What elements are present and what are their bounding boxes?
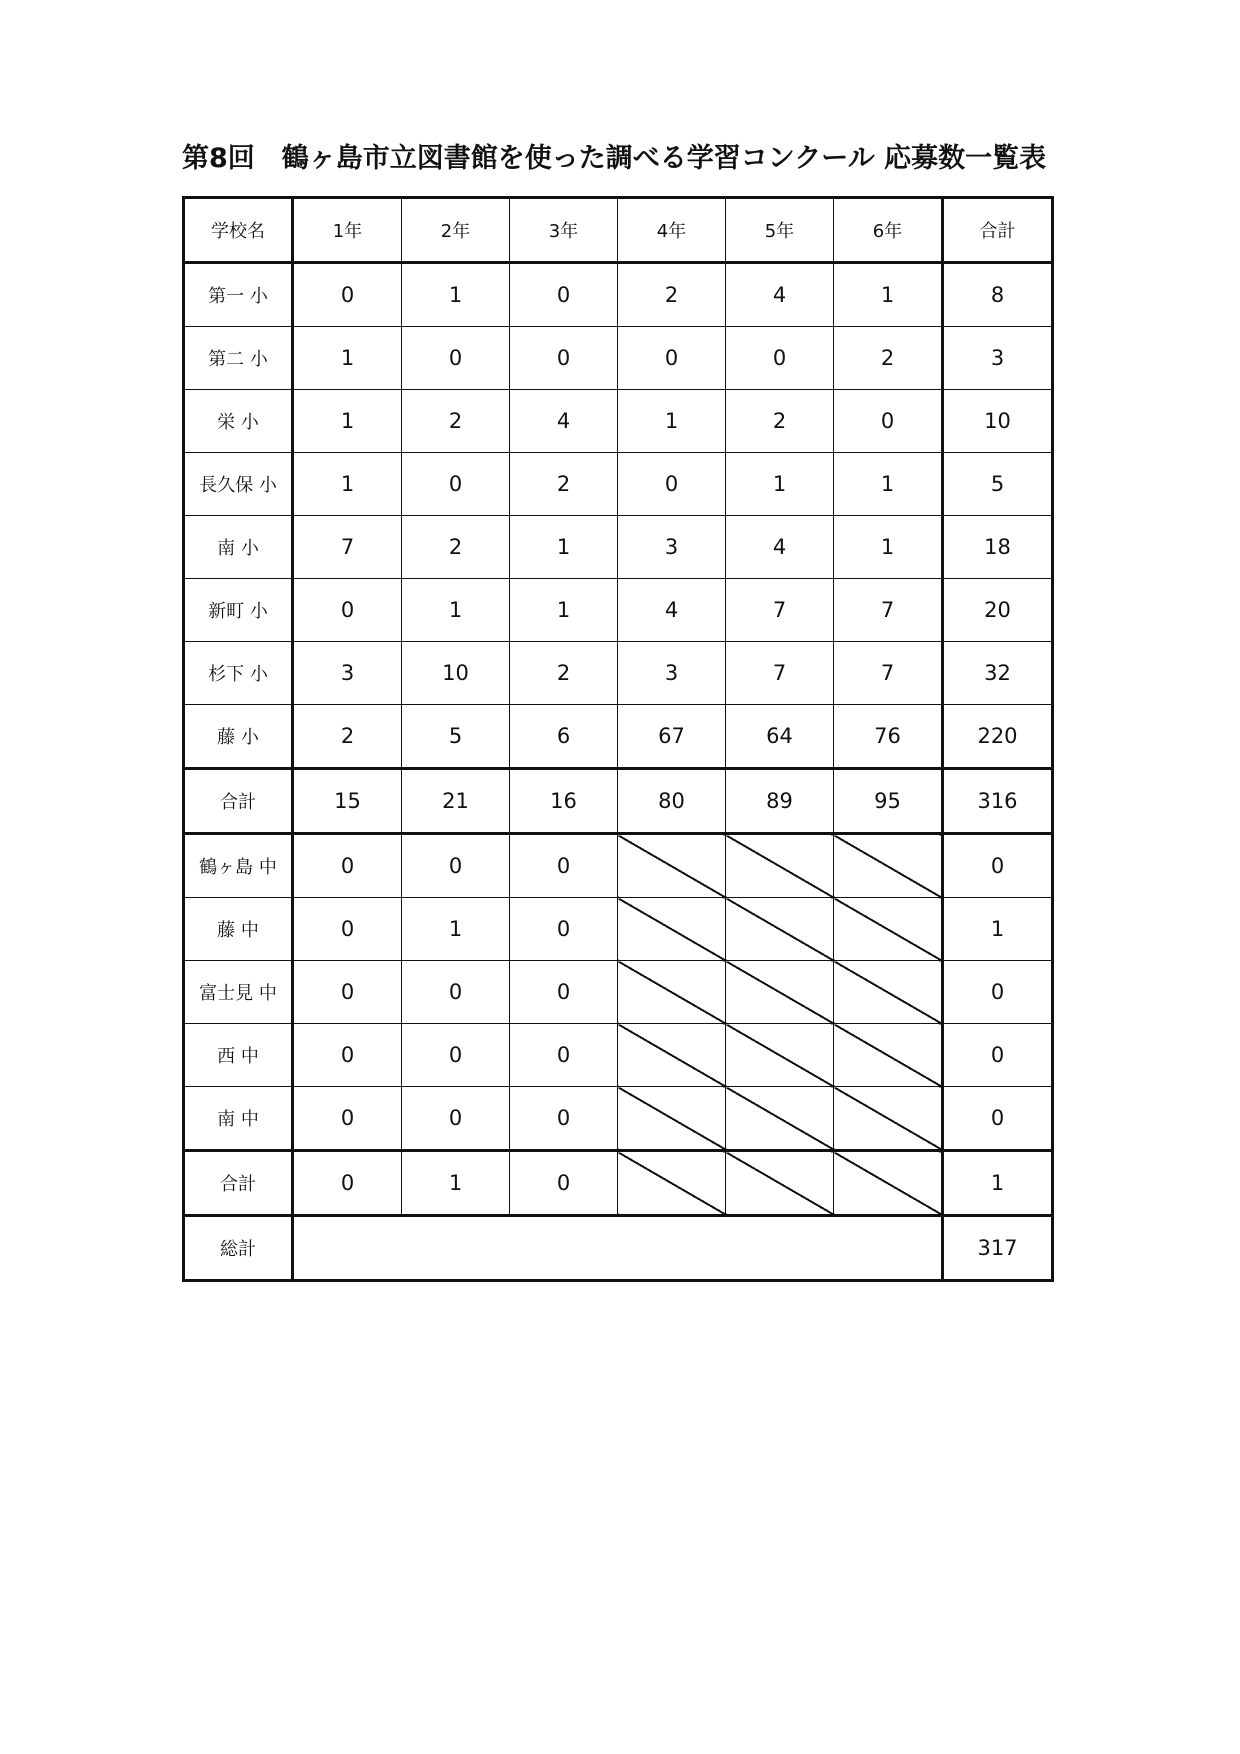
entries-table [182, 196, 1054, 1282]
count-cell: 0 [293, 263, 402, 327]
table-row [184, 327, 1053, 390]
grand-total-label: 総計 [184, 1216, 293, 1281]
count-cell: 89 [726, 769, 834, 834]
row-total-cell: 32 [943, 642, 1053, 705]
count-cell: 1 [402, 263, 510, 327]
count-cell: 3 [618, 642, 726, 705]
count-cell: 76 [834, 705, 943, 769]
row-total-cell: 0 [943, 961, 1053, 1024]
count-cell: 0 [402, 1024, 510, 1087]
school-name-cell: 合計 [184, 1151, 293, 1216]
table-row [184, 1151, 1053, 1216]
count-cell: 0 [510, 1087, 618, 1151]
school-name-cell: 杉下 小 [184, 642, 293, 705]
count-cell: 0 [402, 327, 510, 390]
count-cell: 6 [510, 705, 618, 769]
count-cell: 2 [834, 327, 943, 390]
count-cell: 0 [510, 327, 618, 390]
school-name-cell: 南 中 [184, 1087, 293, 1151]
school-name-cell: 藤 中 [184, 898, 293, 961]
count-cell: 2 [510, 453, 618, 516]
not-applicable-cell [726, 1024, 834, 1087]
row-total-cell: 0 [943, 834, 1053, 898]
table-row [184, 579, 1053, 642]
column-header: 合計 [943, 198, 1053, 263]
count-cell: 0 [293, 1087, 402, 1151]
row-total-cell: 0 [943, 1024, 1053, 1087]
count-cell: 4 [510, 390, 618, 453]
not-applicable-cell [726, 1151, 834, 1216]
count-cell: 2 [402, 516, 510, 579]
count-cell: 16 [510, 769, 618, 834]
not-applicable-cell [726, 961, 834, 1024]
table-row [184, 1024, 1053, 1087]
count-cell: 15 [293, 769, 402, 834]
column-header: 1年 [293, 198, 402, 263]
column-header: 6年 [834, 198, 943, 263]
count-cell: 0 [510, 961, 618, 1024]
column-header: 4年 [618, 198, 726, 263]
count-cell: 2 [402, 390, 510, 453]
school-name-cell: 藤 小 [184, 705, 293, 769]
count-cell: 7 [834, 579, 943, 642]
count-cell: 10 [402, 642, 510, 705]
count-cell: 0 [618, 453, 726, 516]
not-applicable-cell [618, 1087, 726, 1151]
row-total-cell: 18 [943, 516, 1053, 579]
column-header: 3年 [510, 198, 618, 263]
count-cell: 0 [293, 1151, 402, 1216]
row-total-cell: 0 [943, 1087, 1053, 1151]
school-name-cell: 長久保 小 [184, 453, 293, 516]
table-row [184, 516, 1053, 579]
table-row [184, 705, 1053, 769]
count-cell: 67 [618, 705, 726, 769]
table-row [184, 1087, 1053, 1151]
not-applicable-cell [834, 1087, 943, 1151]
table-row [184, 898, 1053, 961]
count-cell: 1 [402, 1151, 510, 1216]
grand-total-row [184, 1216, 1053, 1281]
not-applicable-cell [618, 898, 726, 961]
count-cell: 0 [402, 961, 510, 1024]
school-name-cell: 第一 小 [184, 263, 293, 327]
count-cell: 7 [293, 516, 402, 579]
row-total-cell: 20 [943, 579, 1053, 642]
count-cell: 1 [510, 579, 618, 642]
school-name-cell: 栄 小 [184, 390, 293, 453]
count-cell: 1 [293, 453, 402, 516]
row-total-cell: 1 [943, 898, 1053, 961]
count-cell: 0 [834, 390, 943, 453]
count-cell: 80 [618, 769, 726, 834]
count-cell: 0 [293, 898, 402, 961]
page-title: 第8回 鶴ヶ島市立図書館を使った調べる学習コンクール 応募数一覧表 [182, 143, 1047, 174]
table-row [184, 769, 1053, 834]
column-header: 学校名 [184, 198, 293, 263]
count-cell: 1 [510, 516, 618, 579]
not-applicable-cell [834, 1024, 943, 1087]
not-applicable-cell [726, 1087, 834, 1151]
count-cell: 7 [834, 642, 943, 705]
row-total-cell: 316 [943, 769, 1053, 834]
table-row [184, 834, 1053, 898]
table-row [184, 453, 1053, 516]
not-applicable-cell [834, 898, 943, 961]
count-cell: 5 [402, 705, 510, 769]
not-applicable-cell [618, 834, 726, 898]
not-applicable-cell [834, 961, 943, 1024]
count-cell: 0 [402, 1087, 510, 1151]
not-applicable-cell [726, 834, 834, 898]
not-applicable-cell [834, 1151, 943, 1216]
count-cell: 4 [726, 263, 834, 327]
count-cell: 1 [834, 453, 943, 516]
count-cell: 4 [726, 516, 834, 579]
school-name-cell: 新町 小 [184, 579, 293, 642]
count-cell: 0 [402, 834, 510, 898]
count-cell: 2 [618, 263, 726, 327]
count-cell: 2 [293, 705, 402, 769]
count-cell: 4 [618, 579, 726, 642]
count-cell: 1 [726, 453, 834, 516]
count-cell: 0 [293, 579, 402, 642]
count-cell: 1 [402, 898, 510, 961]
count-cell: 7 [726, 579, 834, 642]
table-row [184, 263, 1053, 327]
school-name-cell: 西 中 [184, 1024, 293, 1087]
school-name-cell: 富士見 中 [184, 961, 293, 1024]
count-cell: 0 [402, 453, 510, 516]
count-cell: 1 [834, 516, 943, 579]
count-cell: 0 [510, 1151, 618, 1216]
row-total-cell: 1 [943, 1151, 1053, 1216]
school-name-cell: 合計 [184, 769, 293, 834]
count-cell: 0 [293, 1024, 402, 1087]
school-name-cell: 南 小 [184, 516, 293, 579]
count-cell: 0 [510, 1024, 618, 1087]
not-applicable-cell [618, 961, 726, 1024]
count-cell: 3 [618, 516, 726, 579]
row-total-cell: 8 [943, 263, 1053, 327]
count-cell: 0 [510, 834, 618, 898]
not-applicable-cell [618, 1024, 726, 1087]
count-cell: 1 [402, 579, 510, 642]
count-cell: 95 [834, 769, 943, 834]
count-cell: 1 [293, 390, 402, 453]
not-applicable-cell [726, 898, 834, 961]
count-cell: 1 [834, 263, 943, 327]
count-cell: 1 [618, 390, 726, 453]
table-row [184, 961, 1053, 1024]
column-header: 2年 [402, 198, 510, 263]
count-cell: 0 [726, 327, 834, 390]
count-cell: 0 [293, 834, 402, 898]
grand-total-value: 317 [943, 1216, 1053, 1281]
school-name-cell: 第二 小 [184, 327, 293, 390]
row-total-cell: 220 [943, 705, 1053, 769]
grand-total-blank [293, 1216, 943, 1281]
table-row [184, 390, 1053, 453]
count-cell: 7 [726, 642, 834, 705]
row-total-cell: 3 [943, 327, 1053, 390]
count-cell: 0 [510, 263, 618, 327]
count-cell: 21 [402, 769, 510, 834]
not-applicable-cell [834, 834, 943, 898]
count-cell: 2 [510, 642, 618, 705]
column-header: 5年 [726, 198, 834, 263]
school-name-cell: 鶴ヶ島 中 [184, 834, 293, 898]
not-applicable-cell [618, 1151, 726, 1216]
count-cell: 0 [293, 961, 402, 1024]
count-cell: 0 [618, 327, 726, 390]
row-total-cell: 5 [943, 453, 1053, 516]
count-cell: 0 [510, 898, 618, 961]
count-cell: 2 [726, 390, 834, 453]
row-total-cell: 10 [943, 390, 1053, 453]
header-row [184, 198, 1053, 263]
table-row [184, 642, 1053, 705]
count-cell: 3 [293, 642, 402, 705]
count-cell: 64 [726, 705, 834, 769]
count-cell: 1 [293, 327, 402, 390]
